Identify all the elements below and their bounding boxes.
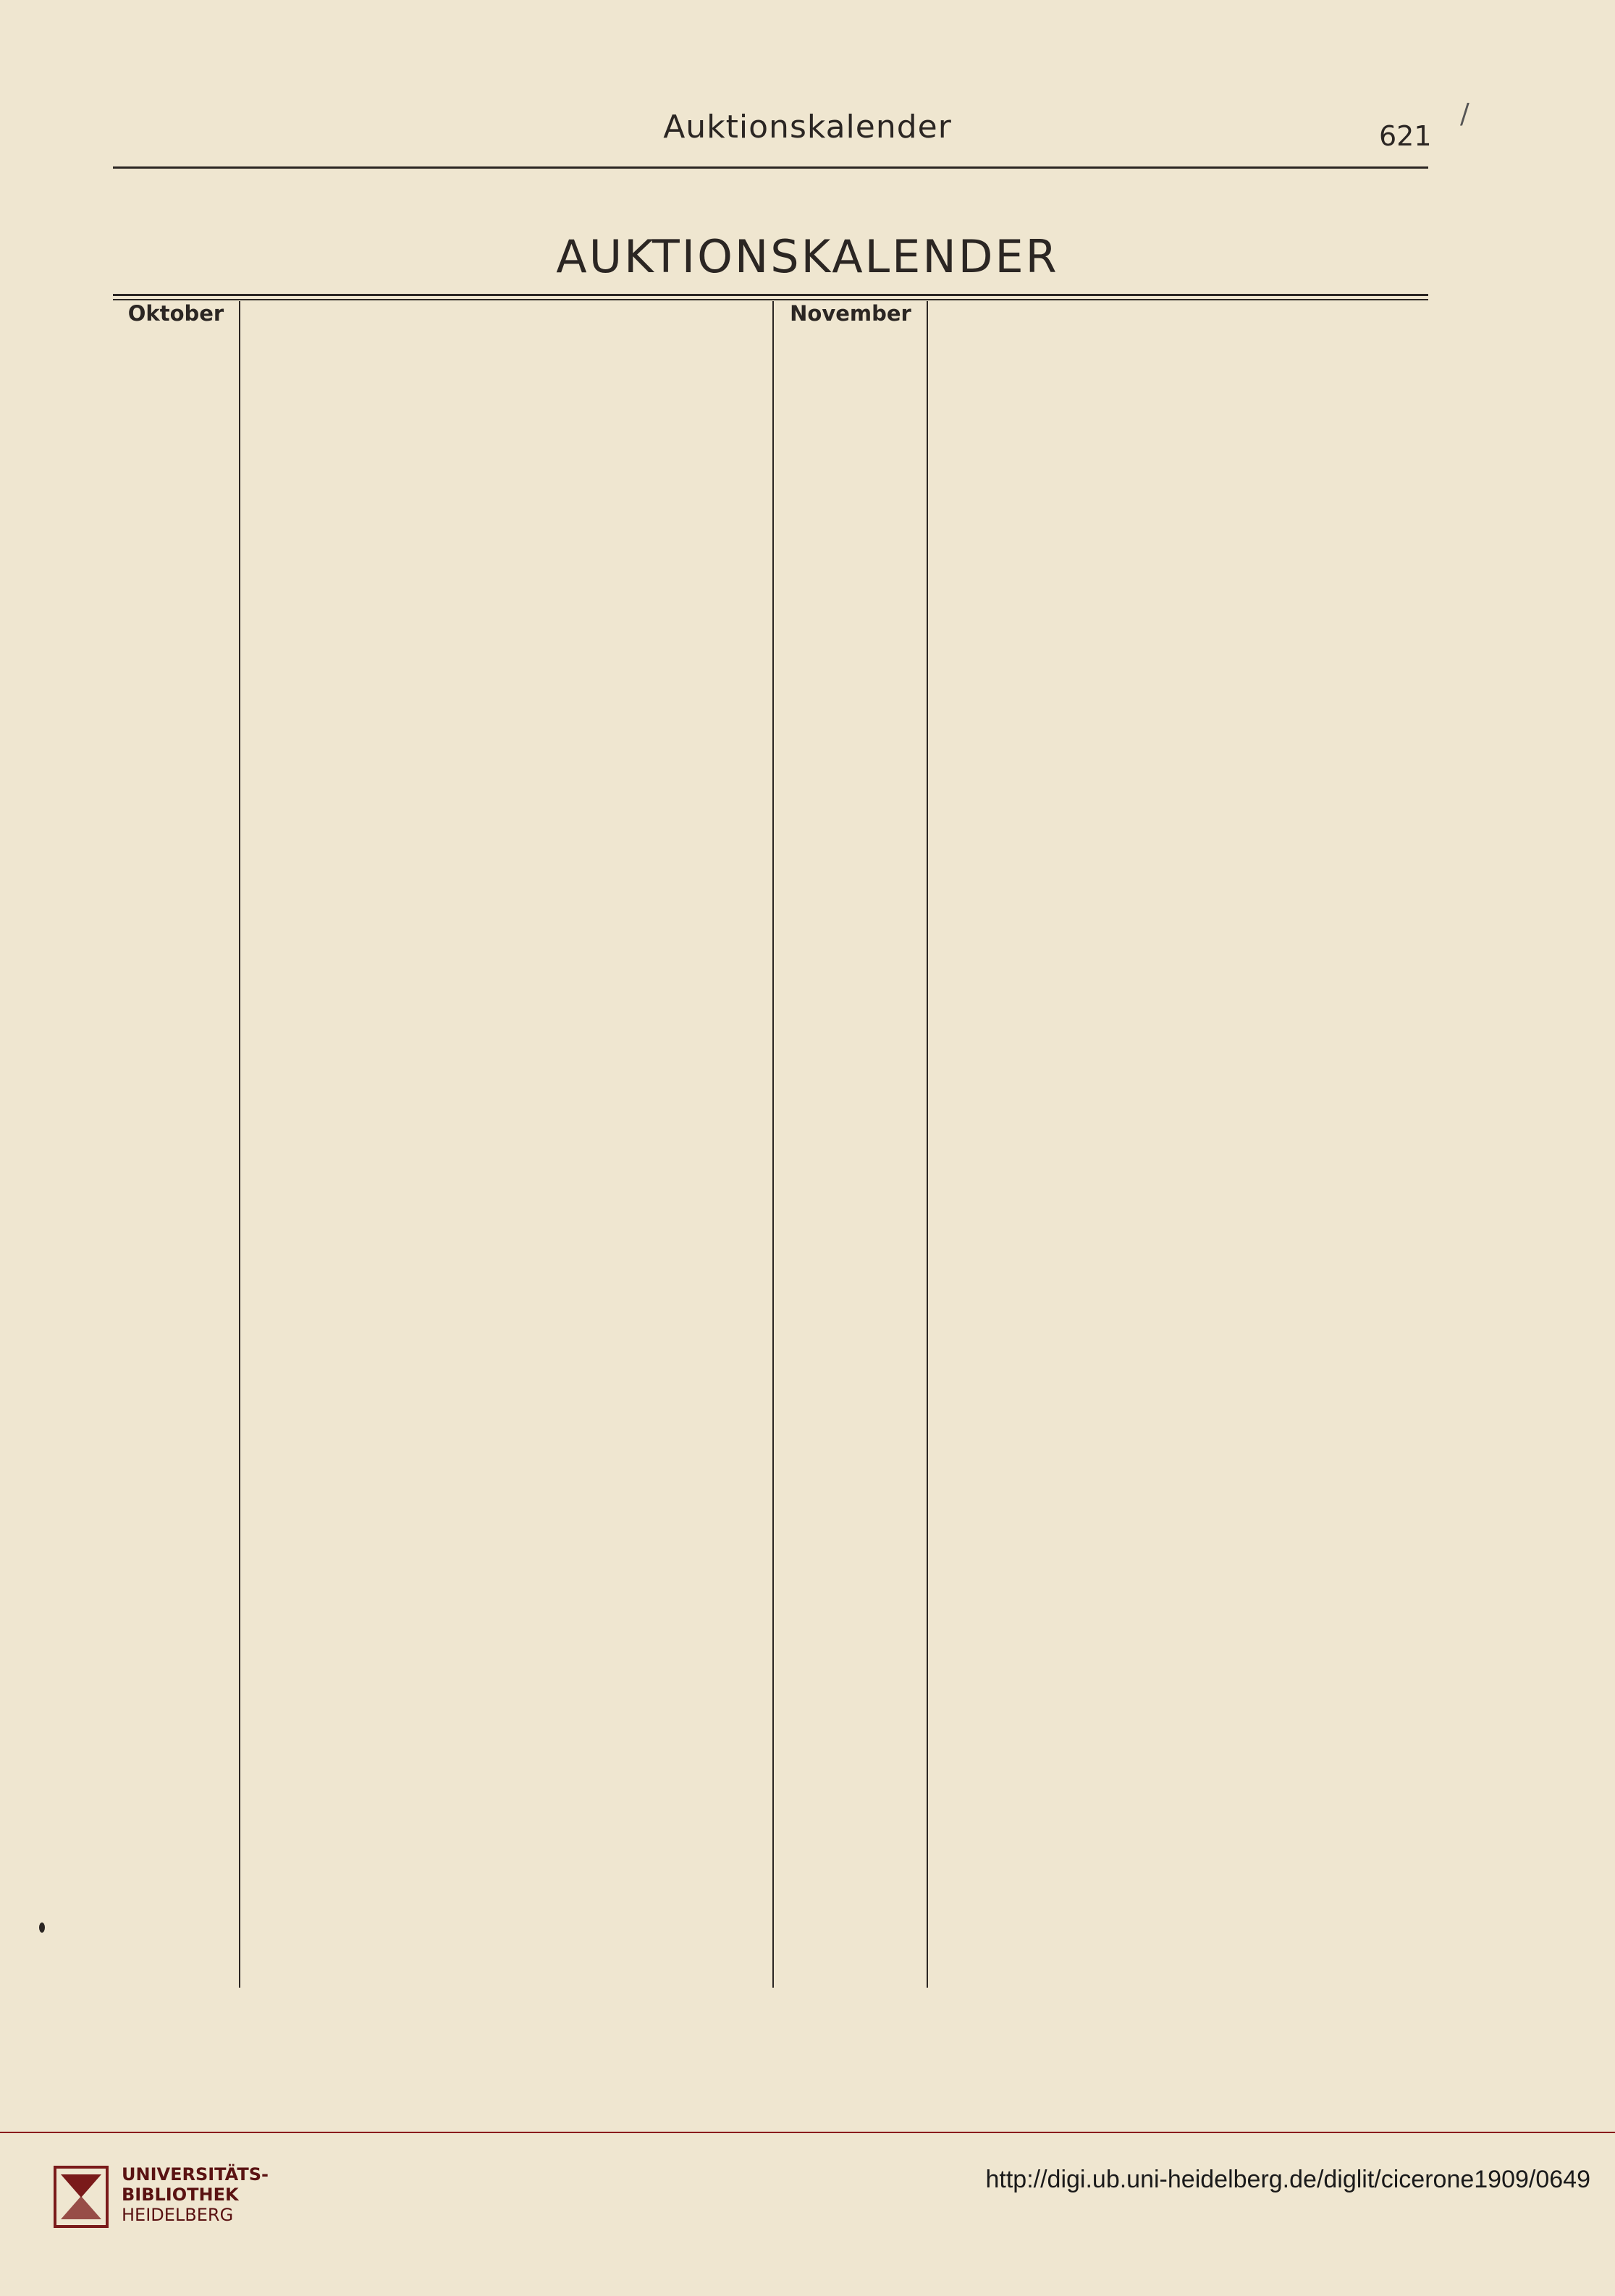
table-top-rule [113, 294, 1428, 296]
column-rule-center [772, 301, 774, 1988]
page-title: AUKTIONSKALENDER [556, 230, 1059, 283]
library-name-line-2: BIBLIOTHEK [122, 2185, 239, 2205]
ink-spot [39, 1923, 45, 1933]
table-top-rule-2 [113, 299, 1428, 300]
left-month-heading: Oktober [127, 301, 224, 326]
right-month-heading: November [790, 301, 911, 326]
header-rule [113, 166, 1428, 169]
column-rule-right-date [927, 301, 928, 1988]
margin-mark: / [1460, 98, 1469, 130]
source-url-link[interactable]: http://digi.ub.uni-heidelberg.de/diglit/cicerone1909/0649 [985, 2166, 1590, 2193]
column-rule-left-date [239, 301, 240, 1988]
library-seal-icon [52, 2164, 110, 2229]
page-number: 621 [1379, 120, 1432, 152]
library-name [122, 2164, 269, 2225]
running-title: Auktionskalender [663, 109, 952, 145]
library-name-line-1: UNIVERSITÄTS- [122, 2164, 269, 2185]
library-name-line-3: HEIDELBERG [122, 2205, 234, 2225]
